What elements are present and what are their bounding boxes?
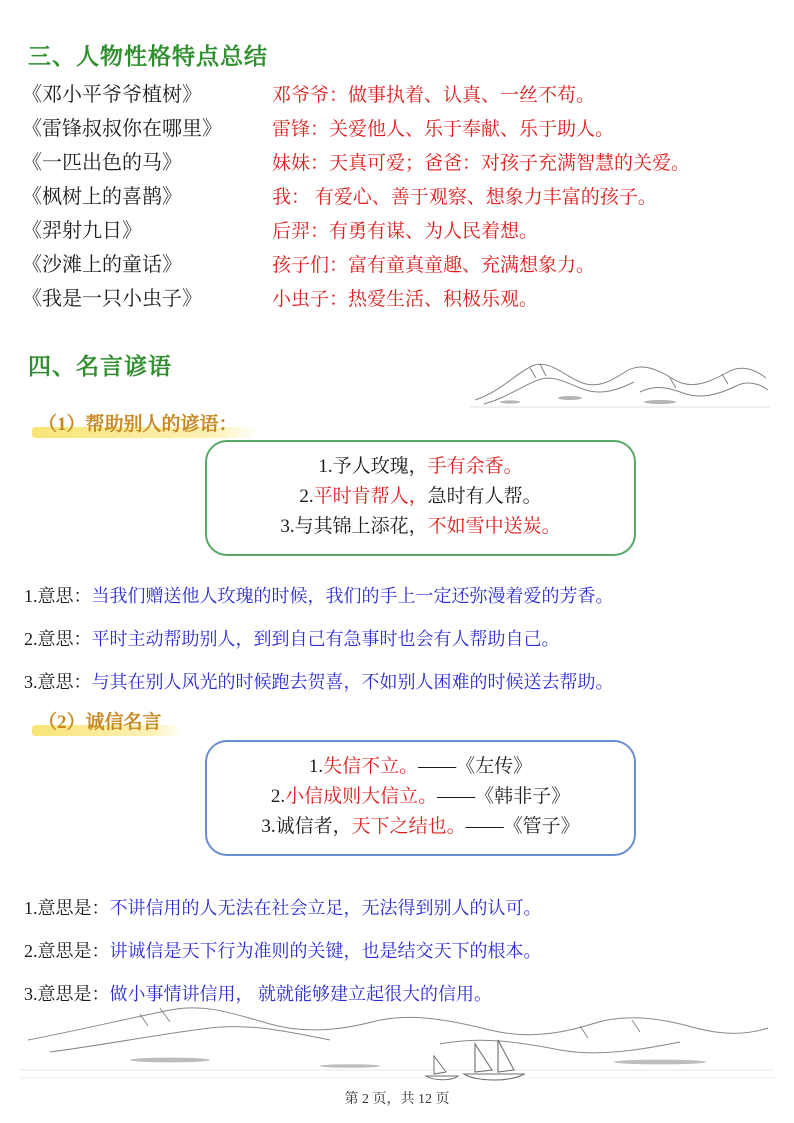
- quote-number: 3.: [280, 516, 295, 537]
- meaning-text: 当我们赠送他人玫瑰的时候，我们的手上一定还弥漫着爱的芳香。: [91, 586, 614, 606]
- meaning-label: 1.意思：: [24, 586, 92, 606]
- quote-box-integrity-quotes: [205, 740, 636, 856]
- quote-number: 2.: [270, 786, 286, 807]
- table-row: [22, 78, 772, 112]
- quote-line: [233, 512, 608, 542]
- quote-line: [233, 752, 608, 782]
- meaning-line: [24, 582, 614, 608]
- subsection-heading-helping-proverbs: （1）帮助别人的谚语：: [32, 408, 244, 439]
- quote-line: [233, 782, 608, 812]
- sailboat-icon-small: [426, 1056, 458, 1080]
- char-title: 《一匹出色的马》: [22, 152, 182, 174]
- meaning-text: 不讲信用的人无法在社会立足，无法得到别人的认可。: [109, 898, 542, 918]
- table-row: [22, 248, 772, 282]
- quote-part-1: 小信成则大信立。: [285, 786, 438, 807]
- meaning-text: 做小事情讲信用， 就就能够建立起很大的信用。: [109, 984, 492, 1004]
- meaning-line: [24, 625, 560, 651]
- meaning-text: 平时主动帮助别人，到到自己有急事时也会有人帮助自己。: [91, 629, 560, 649]
- char-description: 后羿：有勇有谋、为人民着想。: [272, 221, 539, 242]
- quote-part-2: 不如雪中送炭。: [427, 516, 561, 537]
- sailboat-icon: [464, 1040, 524, 1080]
- char-description: 雷锋：关爱他人、乐于奉献、乐于助人。: [272, 119, 615, 140]
- quote-number: 1.: [308, 756, 324, 777]
- meaning-line: [24, 937, 542, 963]
- ink-mountains-decoration: [470, 352, 770, 412]
- char-title: 《沙滩上的童话》: [22, 254, 182, 276]
- meaning-label: 3.意思是：: [24, 984, 110, 1004]
- meaning-label: 3.意思：: [24, 672, 92, 692]
- quote-number: 2.: [299, 486, 314, 507]
- quote-part-3: ——《管子》: [465, 816, 580, 837]
- quote-number: 3.: [261, 816, 276, 837]
- char-description: 孩子们：富有童真童趣、充满想象力。: [272, 255, 596, 276]
- subsection-heading-integrity-quotes: （2）诚信名言: [32, 706, 168, 737]
- section-heading-four: 四、名言谚语: [28, 354, 172, 379]
- quote-box-helping-proverbs: [205, 440, 636, 556]
- quote-part-2: 急时有人帮。: [427, 486, 542, 507]
- char-description: 小虫子：热爱生活、积极乐观。: [272, 289, 539, 310]
- char-title: 《我是一只小虫子》: [22, 288, 202, 310]
- meaning-text: 讲诚信是天下行为准则的关键，也是结交天下的根本。: [109, 941, 542, 961]
- quote-line: [233, 482, 608, 512]
- char-description: 我： 有爱心、善于观察、想象力丰富的孩子。: [272, 187, 657, 208]
- page-footer: 第 2 页，共 12 页: [344, 1092, 450, 1107]
- quote-part-1: 与其锦上添花，: [294, 516, 428, 537]
- character-summary-table: [22, 78, 772, 316]
- quote-line: [233, 452, 608, 482]
- quote-part-2: ——《韩非子》: [437, 786, 571, 807]
- quote-part-2: 手有余香。: [427, 456, 523, 477]
- char-title: 《邓小平爷爷植树》: [22, 84, 202, 106]
- meaning-text: 与其在别人风光的时候跑去贺喜，不如别人困难的时候送去帮助。: [91, 672, 614, 692]
- meaning-label: 2.意思：: [24, 629, 92, 649]
- quote-part-2: 天下之结也。: [351, 816, 466, 837]
- section-heading-three: 三、人物性格特点总结: [28, 44, 268, 69]
- quote-part-1: 失信不立。: [323, 756, 419, 777]
- meaning-line: [24, 668, 614, 694]
- meaning-line: [24, 894, 542, 920]
- quote-line: [233, 812, 608, 842]
- quote-part-2: ——《左传》: [418, 756, 533, 777]
- quote-part-1: 平时肯帮人，: [313, 486, 428, 507]
- meaning-label: 1.意思是：: [24, 898, 110, 918]
- char-title: 《枫树上的喜鹊》: [22, 186, 182, 208]
- meaning-label: 2.意思是：: [24, 941, 110, 961]
- table-row: [22, 112, 772, 146]
- quote-number: 1.: [318, 456, 333, 477]
- char-description: 邓爷爷：做事执着、认真、一丝不苟。: [272, 85, 596, 106]
- table-row: [22, 180, 772, 214]
- ink-landscape-decoration: [20, 1000, 774, 1100]
- char-description: 妹妹：天真可爱；爸爸：对孩子充满智慧的关爱。: [272, 153, 691, 174]
- char-title: 《雷锋叔叔你在哪里》: [22, 118, 222, 140]
- quote-part-1: 诚信者，: [275, 816, 352, 837]
- table-row: [22, 214, 772, 248]
- table-row: [22, 146, 772, 180]
- char-title: 《羿射九日》: [22, 220, 142, 242]
- table-row: [22, 282, 772, 316]
- quote-part-1: 予人玫瑰，: [332, 456, 428, 477]
